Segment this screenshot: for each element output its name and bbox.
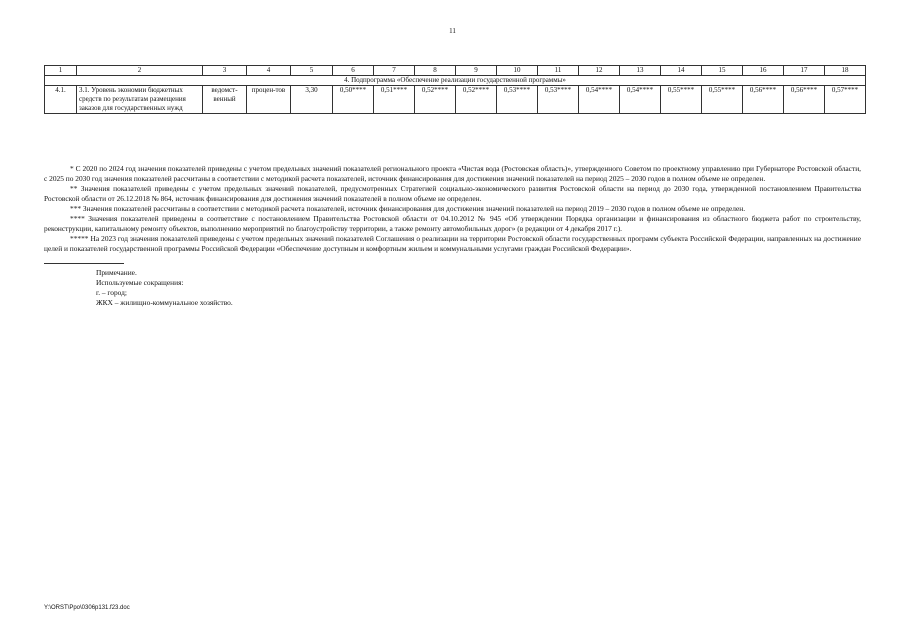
footnotes bbox=[44, 164, 861, 308]
footnote-4: **** Значения показателей приведены в соответствие с постановлением Правительства Ростовской области от 04.10.2012 № 945 «Об утверждении Порядка организации и финансирования из областного бюджета работ по строительству, реконструкции, капитальному ремонту объектов, выполнению мероприятий по благоустройству территории, а также ремонту автомобильных дорог» (в редакции от 4 декабря 2017 г.). bbox=[44, 214, 861, 233]
column-number-cell: 12 bbox=[579, 66, 620, 76]
column-number-cell: 15 bbox=[702, 66, 743, 76]
remark-heading: Примечание. bbox=[96, 268, 137, 277]
column-number-cell: 5 bbox=[291, 66, 333, 76]
column-number-cell: 14 bbox=[661, 66, 702, 76]
section-row bbox=[45, 76, 866, 86]
year-value: 0,55**** bbox=[702, 86, 743, 114]
column-number-cell: 6 bbox=[333, 66, 374, 76]
column-number-cell: 7 bbox=[374, 66, 415, 76]
footnote-3: *** Значения показателей рассчитаны в соответствии с методикой расчета показателей, источник финансирования для достижения значений показателей на период 2019 – 2030 годов в полном объеме не определен. bbox=[70, 204, 746, 213]
column-number-cell: 8 bbox=[415, 66, 456, 76]
year-value: 0,56**** bbox=[784, 86, 825, 114]
column-number-cell: 18 bbox=[825, 66, 866, 76]
base-value: 3,30 bbox=[291, 86, 333, 114]
column-number-cell: 17 bbox=[784, 66, 825, 76]
footnote-5: ***** На 2023 год значения показателей приведены с учетом предельных значений показателей Соглашения о реализации на территории Ростовской области государственных программ субъекта Российской Федерации, направленных на достижение целей и показателей государственной программы Российской Федерации «Обеспечение доступным и комфортным жильем и коммунальными услугами граждан Российской Федерации». bbox=[44, 234, 861, 253]
indicator-type: ведомст-венный bbox=[203, 86, 247, 114]
indicator-unit: процен-тов bbox=[247, 86, 291, 114]
separator-line bbox=[44, 263, 124, 264]
year-value: 0,50**** bbox=[333, 86, 374, 114]
year-value: 0,53**** bbox=[497, 86, 538, 114]
column-number-cell: 10 bbox=[497, 66, 538, 76]
column-number-cell: 13 bbox=[620, 66, 661, 76]
table-row bbox=[45, 86, 866, 114]
year-value: 0,57**** bbox=[825, 86, 866, 114]
abbreviations-title: Используемые сокращения: bbox=[96, 278, 184, 287]
page-number: 11 bbox=[449, 27, 456, 35]
footnote-2: ** Значения показателей приведены с учетом предельных значений показателей, предусмотренных Стратегией социально-экономического развития Ростовской области на период до 2030 года, утвержденной постановлением Правительства Ростовской области от 26.12.2018 № 864, источник финансирования для достижения значений показателей в полном объеме не определен. bbox=[44, 184, 861, 203]
year-value: 0,54**** bbox=[620, 86, 661, 114]
column-number-cell: 3 bbox=[203, 66, 247, 76]
column-number-cell: 9 bbox=[456, 66, 497, 76]
year-value: 0,51**** bbox=[374, 86, 415, 114]
column-number-cell: 11 bbox=[538, 66, 579, 76]
abbreviation-item: ЖКХ – жилищно-коммунальное хозяйство. bbox=[96, 298, 233, 307]
column-number-cell: 2 bbox=[77, 66, 203, 76]
abbreviation-item: г. – город; bbox=[96, 288, 127, 297]
column-number-cell: 16 bbox=[743, 66, 784, 76]
year-value: 0,52**** bbox=[415, 86, 456, 114]
year-value: 0,55**** bbox=[661, 86, 702, 114]
row-number: 4.1. bbox=[45, 86, 77, 114]
year-value: 0,56**** bbox=[743, 86, 784, 114]
file-path: Y:\ORST\Ppo\0306p131.f23.doc bbox=[44, 605, 130, 611]
indicators-table bbox=[44, 65, 866, 114]
column-number-cell: 4 bbox=[247, 66, 291, 76]
section-title: 4. Подпрограмма «Обеспечение реализации государственной программы» bbox=[45, 76, 866, 86]
footnote-1: * С 2020 по 2024 год значения показателей приведены с учетом предельных значений показателей регионального проекта «Чистая вода (Ростовская область)», утвержденного Советом по проектному управлению при Губернаторе Ростовской области, с 2025 по 2030 год значения показателей рассчитаны в соответствии с методикой расчета показателей, источник финансирования для достижения значений показателей на период 2025 – 2030 годов в полном объеме не определен. bbox=[44, 164, 861, 183]
year-value: 0,54**** bbox=[579, 86, 620, 114]
indicator-name: 3.1. Уровень экономии бюджетных средств по результатам размещения заказов для государственных нужд bbox=[77, 86, 203, 114]
remark-block bbox=[44, 268, 861, 308]
column-number-row bbox=[45, 66, 866, 76]
column-number-cell: 1 bbox=[45, 66, 77, 76]
year-value: 0,53**** bbox=[538, 86, 579, 114]
year-value: 0,52**** bbox=[456, 86, 497, 114]
